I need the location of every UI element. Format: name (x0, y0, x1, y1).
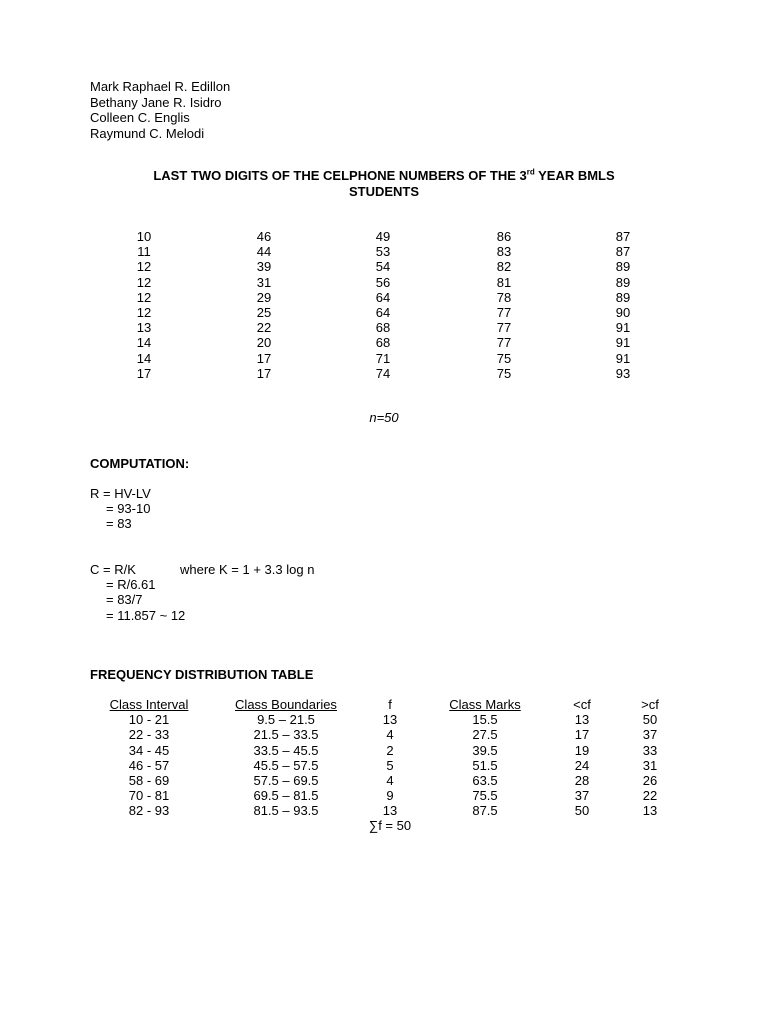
table-cell: 70 - 81 (128, 788, 170, 804)
table-cell: 22 (642, 788, 658, 804)
computation-heading: COMPUTATION: (90, 456, 190, 471)
table-cell: 31 (642, 757, 658, 773)
table-cell: 87.5 (472, 803, 498, 819)
table-cell: 19 (574, 742, 590, 758)
fdt-heading: FREQUENCY DISTRIBUTION TABLE (90, 667, 314, 682)
table-cell: 22 - 33 (128, 727, 170, 743)
sturges-formula: where K = 1 + 3.3 log n (180, 562, 315, 577)
data-column-3 (363, 229, 403, 381)
less-than-cf-column (562, 697, 602, 819)
table-cell: 27.5 (472, 727, 498, 743)
data-value: 25 (256, 304, 272, 320)
table-cell: 13 (382, 712, 398, 728)
author-name: Bethany Jane R. Isidro (90, 94, 222, 110)
table-cell: 28 (574, 772, 590, 788)
title-line-1 (0, 168, 768, 184)
title-line-2: STUDENTS (348, 184, 420, 199)
column-header: <cf (573, 697, 591, 712)
data-value: 10 (136, 229, 152, 244)
table-cell: 63.5 (472, 772, 498, 788)
data-value: 12 (136, 274, 152, 290)
table-cell: 82 - 93 (128, 803, 170, 819)
data-value: 91 (615, 320, 631, 336)
data-value: 87 (615, 244, 631, 260)
raw-data-grid (0, 229, 768, 389)
table-cell: 46 - 57 (128, 757, 170, 773)
table-cell: 51.5 (472, 757, 498, 773)
range-line: = 83 (106, 516, 132, 532)
author-name: Raymund C. Melodi (90, 125, 205, 141)
table-cell: 81.5 – 93.5 (253, 803, 319, 819)
data-value: 12 (136, 289, 152, 305)
data-column-1 (124, 229, 164, 381)
table-cell: 69.5 – 81.5 (253, 788, 319, 804)
data-value: 13 (136, 320, 152, 336)
data-value: 91 (615, 350, 631, 366)
table-cell: 33.5 – 45.5 (253, 742, 319, 758)
data-value: 78 (496, 289, 512, 305)
table-cell: 10 - 21 (128, 712, 170, 728)
table-cell: 21.5 – 33.5 (253, 727, 319, 743)
data-value: 74 (375, 365, 391, 381)
range-computation (90, 486, 151, 532)
class-width-computation (90, 562, 185, 623)
data-value: 83 (496, 244, 512, 260)
table-cell: 15.5 (472, 712, 498, 728)
data-value: 86 (496, 229, 512, 244)
sample-size-label: n=50 (369, 410, 399, 425)
data-value: 56 (375, 274, 391, 290)
class-boundaries-column (221, 697, 351, 819)
title-superscript: rd (526, 167, 535, 177)
table-cell: 33 (642, 742, 658, 758)
class-interval-column (99, 697, 199, 819)
data-value: 46 (256, 229, 272, 244)
data-value: 68 (375, 320, 391, 336)
table-cell: 4 (386, 772, 394, 788)
data-value: 77 (496, 320, 512, 336)
data-value: 17 (256, 365, 272, 381)
data-value: 12 (136, 304, 152, 320)
data-value: 29 (256, 289, 272, 305)
data-value: 81 (496, 274, 512, 290)
table-cell: 37 (642, 727, 658, 743)
table-cell: 9 (386, 788, 394, 804)
data-value: 82 (496, 259, 512, 275)
data-value: 39 (256, 259, 272, 275)
data-value: 54 (375, 259, 391, 275)
data-value: 49 (375, 229, 391, 244)
data-value: 22 (256, 320, 272, 336)
data-value: 12 (136, 259, 152, 275)
title-text-end: YEAR BMLS (534, 168, 615, 183)
data-value: 53 (375, 244, 391, 260)
data-value: 17 (136, 365, 152, 381)
class-width-line: = 11.857 ~ 12 (106, 607, 186, 623)
data-value: 75 (496, 365, 512, 381)
table-cell: 26 (642, 772, 658, 788)
data-value: 93 (615, 365, 631, 381)
column-header: Class Interval (109, 697, 189, 712)
table-cell: 57.5 – 69.5 (253, 772, 319, 788)
document-title (0, 168, 768, 200)
data-value: 87 (615, 229, 631, 244)
range-line: = 93-10 (106, 501, 151, 517)
class-width-line: C = R/K (90, 562, 136, 577)
data-value: 17 (256, 350, 272, 366)
data-value: 11 (137, 244, 151, 260)
author-list (90, 79, 230, 141)
frequency-sum: ∑f = 50 (368, 818, 412, 833)
table-cell: 50 (642, 712, 658, 728)
data-value: 64 (375, 304, 391, 320)
data-value: 44 (256, 244, 272, 260)
data-value: 31 (256, 274, 272, 290)
table-cell: 75.5 (472, 788, 498, 804)
table-cell: 17 (574, 727, 590, 743)
table-cell: 58 - 69 (128, 772, 170, 788)
data-value: 77 (496, 304, 512, 320)
data-column-4 (484, 229, 524, 381)
data-value: 77 (496, 335, 512, 351)
table-cell: 13 (642, 803, 658, 819)
column-header: f (388, 697, 392, 712)
range-line: R = HV-LV (90, 486, 151, 501)
table-cell: 9.5 – 21.5 (257, 712, 315, 728)
column-header: Class Boundaries (235, 697, 337, 712)
data-value: 90 (615, 304, 631, 320)
table-cell: 50 (574, 803, 590, 819)
data-value: 20 (256, 335, 272, 351)
data-value: 68 (375, 335, 391, 351)
table-cell: 5 (386, 757, 394, 773)
column-header: Class Marks (449, 697, 521, 712)
data-column-2 (244, 229, 284, 381)
table-cell: 4 (386, 727, 394, 743)
data-column-5 (603, 229, 643, 381)
data-value: 91 (615, 335, 631, 351)
table-cell: 24 (574, 757, 590, 773)
column-header: >cf (641, 697, 659, 712)
author-name: Mark Raphael R. Edillon (90, 79, 231, 94)
frequency-column (370, 697, 410, 819)
table-cell: 13 (382, 803, 398, 819)
author-name: Colleen C. Englis (90, 110, 190, 125)
greater-than-cf-column (630, 697, 670, 819)
table-cell: 39.5 (472, 742, 498, 758)
table-cell: 37 (574, 788, 590, 804)
table-cell: 45.5 – 57.5 (253, 757, 319, 773)
title-text: LAST TWO DIGITS OF THE CELPHONE NUMBERS OF THE 3 (153, 168, 527, 183)
data-value: 89 (615, 259, 631, 275)
table-cell: 34 - 45 (128, 742, 170, 758)
class-width-line: = R/6.61 (106, 577, 156, 593)
table-cell: 13 (574, 712, 590, 728)
data-value: 14 (136, 335, 152, 351)
data-value: 75 (496, 350, 512, 366)
class-width-line: = 83/7 (106, 592, 143, 608)
data-value: 71 (375, 350, 391, 366)
class-marks-column (435, 697, 535, 819)
data-value: 14 (136, 350, 152, 366)
table-cell: 2 (386, 742, 394, 758)
data-value: 89 (615, 289, 631, 305)
data-value: 64 (375, 289, 391, 305)
data-value: 89 (615, 274, 631, 290)
